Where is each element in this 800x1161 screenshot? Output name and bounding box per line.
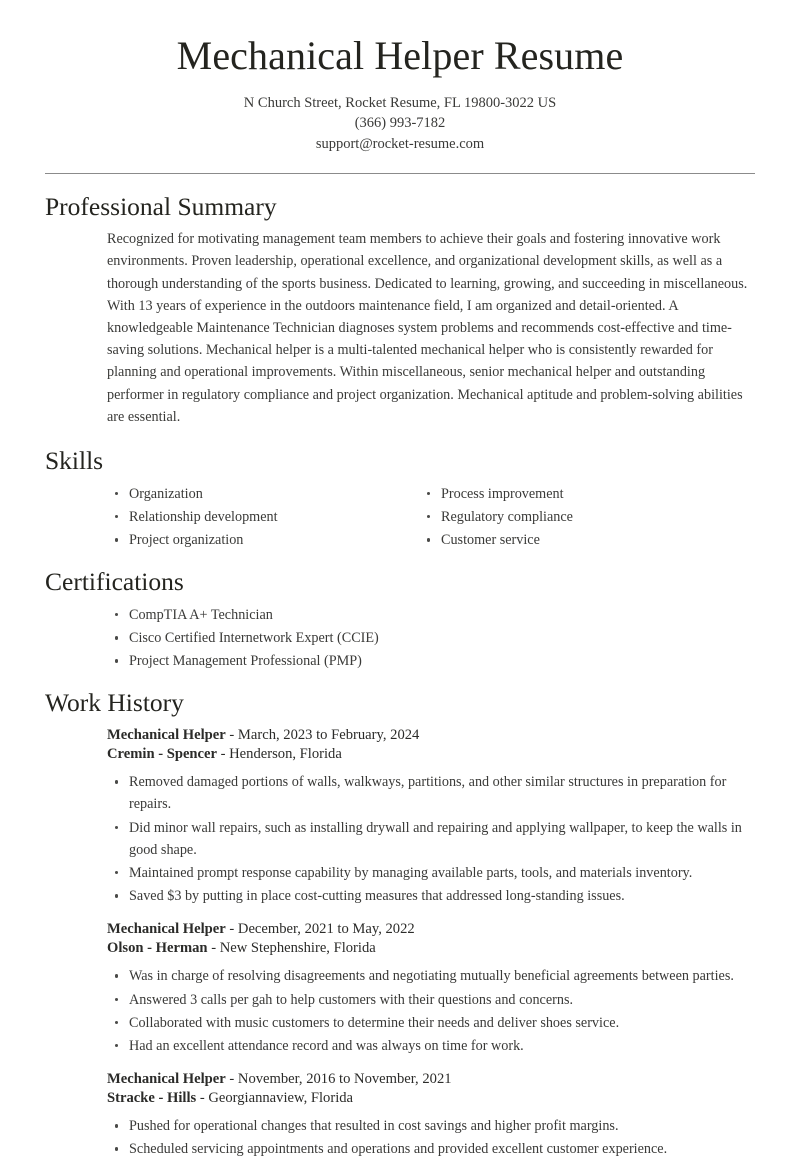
page-title: Mechanical Helper Resume [176,33,624,78]
list-item: Cisco Certified Internetwork Expert (CCIE) [115,627,755,649]
list-item: Saved $3 by putting in place cost-cutting measures that addressed long-standing issues. [115,885,755,907]
list-item: Regulatory compliance [427,506,755,528]
skills-column-right [400,483,755,553]
certifications-list [45,604,755,673]
job-location: - Henderson, Florida [216,746,342,763]
job-dates: - November, 2016 to November, 2021 [225,1071,452,1088]
job-bullets-wrapper [45,1115,755,1160]
work-history-entry [45,1070,755,1160]
job-company-line [107,1089,755,1108]
job-bullets-wrapper [45,771,755,907]
list-item: Scheduled servicing appointments and operations and provided excellent customer experience. [115,1138,755,1160]
list-item: Pushed for operational changes that resulted in cost savings and higher profit margins. [115,1115,755,1137]
list-item: Relationship development [115,506,400,528]
job-company: Stracke - Hills [107,1090,197,1107]
section-skills [0,446,800,552]
header-divider [45,173,755,174]
list-item: Project Management Professional (PMP) [115,650,755,672]
section-work-history [0,688,800,1161]
skills-columns [45,483,755,553]
list-item: Process improvement [427,483,755,505]
section-certifications [0,567,800,672]
job-company-line [107,939,755,958]
job-location: - Georgiannaview, Florida [196,1090,354,1107]
job-location: - New Stephenshire, Florida [207,940,376,957]
section-heading-work-history: Work History [45,687,184,717]
list-item: Did minor wall repairs, such as installing drywall and repairing and applying wallpaper, to keep the walls in good shape. [115,817,755,861]
list-item: Project organization [115,529,400,551]
job-dates: - December, 2021 to May, 2022 [225,921,415,938]
job-title-line [107,920,755,939]
job-bullets-wrapper [45,965,755,1057]
skills-list-left [45,483,400,552]
contact-email: support@rocket-resume.com [315,135,485,152]
list-item: Answered 3 calls per gah to help customers with their questions and concerns. [115,989,755,1011]
section-heading-certifications: Certifications [45,567,184,597]
list-item: Was in charge of resolving disagreements and negotiating mutually beneficial agreements between parties. [115,965,755,987]
contact-address: N Church Street, Rocket Resume, FL 19800-3022 US [243,94,557,111]
job-dates: - March, 2023 to February, 2024 [225,727,420,744]
job-bullets [45,1115,755,1160]
skills-list-right [400,483,755,552]
section-heading-summary: Professional Summary [45,191,277,221]
list-item: Customer service [427,529,755,551]
job-title-line [107,726,755,745]
job-role: Mechanical Helper [107,921,226,938]
list-item: Had an excellent attendance record and was always on time for work. [115,1035,755,1057]
job-title-line [107,1070,755,1089]
skills-column-left [45,483,400,553]
list-item: Collaborated with music customers to determine their needs and deliver shoes service. [115,1012,755,1034]
job-bullets [45,965,755,1057]
list-item: Organization [115,483,400,505]
section-professional-summary [0,192,800,429]
job-company: Olson - Herman [107,940,208,957]
work-history-entry [45,920,755,1057]
section-heading-skills: Skills [45,446,104,476]
job-bullets [45,771,755,907]
contact-phone: (366) 993-7182 [354,115,446,132]
job-role: Mechanical Helper [107,727,226,744]
summary-text: Recognized for motivating management team members to achieve their goals and fostering innovative work environments. Proven leadership, operational excellence, and organizational development skills, as well as a thorough understanding of the sports business. Dedicated to learning, growing, and succeeding in miscellaneous. With 13 years of experience in the outdoors maintenance field, I am organized and detail-oriented. A knowledgeable Maintenance Technician diagnoses system problems and recommends cost-effective and time-saving solutions. Mechanical helper is a multi-talented mechanical helper who is consistently rewarded for planning and operational improvements. Within miscellaneous, senior mechanical helper and outstanding performer in regulatory compliance and project organization. Mechanical aptitude and problem-solving abilities are essential. [107,231,748,425]
work-history-entry [45,726,755,907]
job-company: Cremin - Spencer [107,746,217,763]
resume-header [0,0,800,155]
list-item: CompTIA A+ Technician [115,604,755,626]
list-item: Maintained prompt response capability by managing available parts, tools, and materials inventory. [115,862,755,884]
list-item: Removed damaged portions of walls, walkways, partitions, and other similar structures in preparation for repairs. [115,771,755,815]
job-role: Mechanical Helper [107,1071,226,1088]
job-company-line [107,745,755,764]
